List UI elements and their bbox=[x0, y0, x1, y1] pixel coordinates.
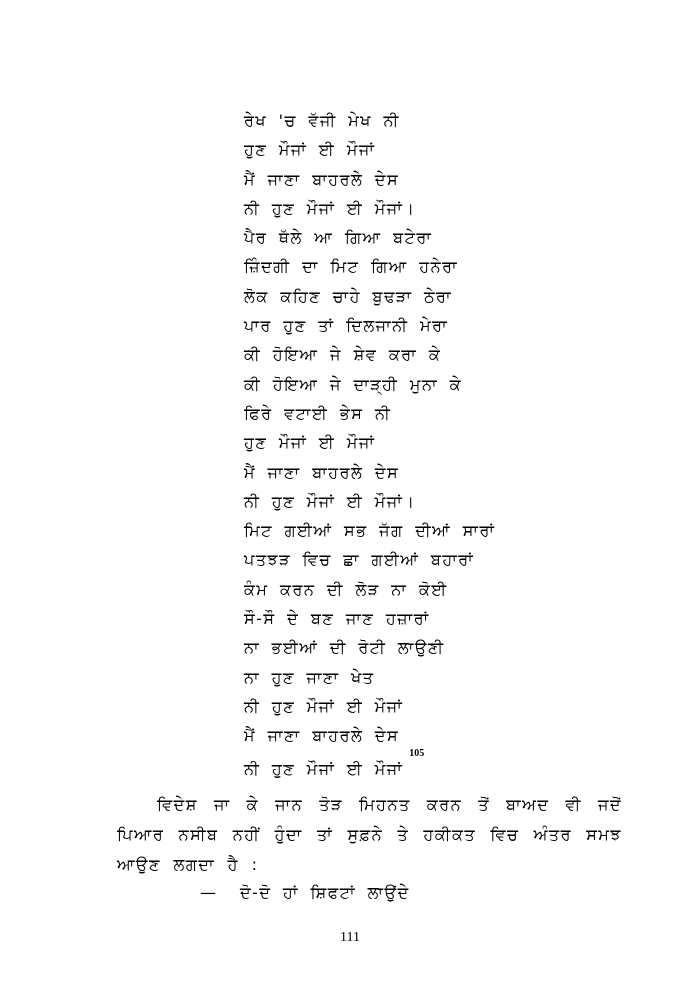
footnote-reference: 105 bbox=[409, 747, 425, 759]
page-number: 111 bbox=[340, 930, 360, 945]
poem-line: ਪੈਰ ਥੱਲੇ ਆ ਗਿਆ ਬਟੇਰਾ bbox=[244, 228, 433, 248]
poem-line: ਜ਼ਿੰਦਗੀ ਦਾ ਮਿਟ ਗਿਆ ਹਨੇਰਾ bbox=[244, 257, 459, 277]
poem-line: ਲੋਕ ਕਹਿਣ ਚਾਹੇ ਬੁਢੜਾ ਠੇਰਾ bbox=[244, 286, 453, 306]
poem-line: ਹੁਣ ਮੌਜਾਂ ਈ ਮੌਜਾਂ bbox=[244, 140, 376, 160]
poem-line: ਹੁਣ ਮੌਜਾਂ ਈ ਮੌਜਾਂ bbox=[244, 433, 376, 453]
poem-line: ਨੀ ਹੁਣ ਮੌਜਾਂ ਈ ਮੌਜਾਂ। bbox=[244, 198, 416, 218]
quote-dash: — bbox=[200, 883, 218, 902]
poem-line: ਪਾਰ ਹੁਣ ਤਾਂ ਦਿਲਜਾਨੀ ਮੇਰਾ bbox=[244, 316, 449, 336]
poem-line: ਨੀ ਹੁਣ ਮੌਜਾਂ ਈ ਮੌਜਾਂ bbox=[244, 696, 404, 716]
poem-line: ਨੀ ਹੁਣ ਮੌਜਾਂ ਈ ਮੌਜਾਂ। bbox=[244, 491, 416, 511]
poem-line-text: ਨੀ ਹੁਣ ਮੌਜਾਂ ਈ ਮੌਜਾਂ bbox=[244, 758, 404, 778]
poem-line: ਫਿਰੇ ਵਟਾਈ ਭੇਸ ਨੀ bbox=[244, 403, 392, 423]
quote-text: ਦੋ-ਦੋ ਹਾਂ ਸ਼ਿਫਟਾਂ ਲਾਉਂਦੇ bbox=[240, 883, 410, 902]
quote-line bbox=[200, 878, 410, 908]
poem-line: ਮੈਂ ਜਾਣਾ ਬਾਹਰਲੇ ਦੇਸ bbox=[244, 726, 400, 746]
poem-line: ਪਤਝੜ ਵਿਚ ਛਾ ਗਈਆਂ ਬਹਾਰਾਂ bbox=[244, 550, 475, 570]
poem-line: ਨਾ ਹੁਣ ਜਾਣਾ ਖੇਤ bbox=[244, 667, 375, 687]
poem-line: ਨਾ ਭਈਆਂ ਦੀ ਰੋਟੀ ਲਾਉਣੀ bbox=[244, 638, 445, 658]
poem-line: ਸੌ-ਸੌ ਦੇ ਬਣ ਜਾਣ ਹਜ਼ਾਰਾਂ bbox=[244, 609, 430, 629]
poem-line: ਮੈਂ ਜਾਣਾ ਬਾਹਰਲੇ ਦੇਸ bbox=[244, 169, 400, 189]
poem-line: ਕੀ ਹੋਇਆ ਜੇ ਸ਼ੇਵ ਕਰਾ ਕੇ bbox=[244, 345, 442, 365]
poem-line-last bbox=[244, 747, 495, 780]
poem-stanza bbox=[244, 106, 495, 780]
poem-line: ਰੇਖ 'ਚ ਵੱਜੀ ਮੇਖ ਨੀ bbox=[244, 111, 400, 130]
poem-line: ਕੀ ਹੋਇਆ ਜੇ ਦਾੜ੍ਹੀ ਮੁਨਾ ਕੇ bbox=[244, 374, 463, 394]
poem-line: ਮਿਟ ਗਈਆਂ ਸਭ ਜੱਗ ਦੀਆਂ ਸਾਰਾਂ bbox=[244, 521, 496, 541]
poem-line: ਮੈਂ ਜਾਣਾ ਬਾਹਰਲੇ ਦੇਸ bbox=[244, 462, 400, 482]
poem-line: ਕੰਮ ਕਰਨ ਦੀ ਲੋੜ ਨਾ ਕੋਈ bbox=[244, 579, 448, 599]
body-paragraph: ਵਿਦੇਸ਼ ਜਾ ਕੇ ਜਾਨ ਤੋੜ ਮਿਹਨਤ ਕਰਨ ਤੋਂ ਬਾਅਦ ਵੀ ਜਦੋਂ ਪਿਆਰ ਨਸੀਬ ਨਹੀਂ ਹੁੰਦਾ ਤਾਂ ਸੁਫ਼ਨੇ ਤੇ ਹਕੀਕਤ ਵਿਚ ਅੰਤਰ ਸਮਝ ਆਉਣ ਲਗਦਾ ਹੈ : bbox=[117, 795, 622, 874]
